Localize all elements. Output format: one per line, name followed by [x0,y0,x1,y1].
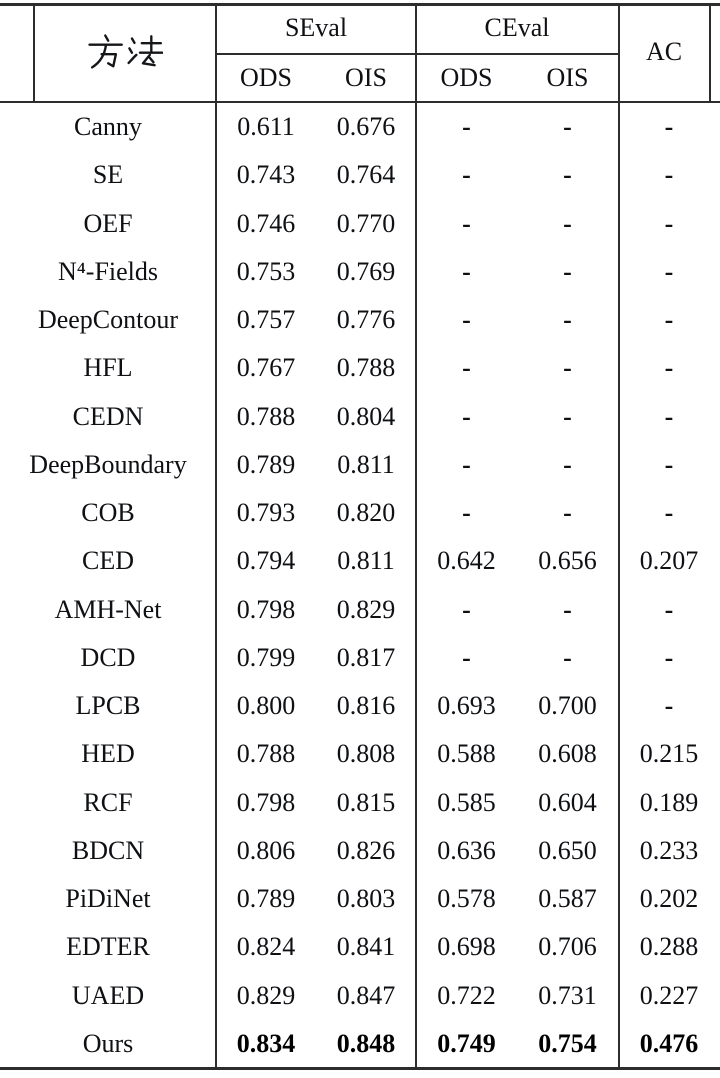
ceval-ois-cell: - [563,498,572,528]
ac-value-cell: - [664,449,674,479]
method-name-cell: UAED [71,980,145,1010]
seval-ois-cell: 0.841 [336,932,396,962]
ceval-ois-cell: 0.700 [538,691,597,721]
seval-ods-cell: 0.788 [236,401,296,431]
seval-ois-cell: 0.808 [336,739,396,769]
seval-ods-cell: 0.829 [236,980,296,1010]
seval-ods-cell: 0.794 [236,546,296,576]
seval-ois-header: OIS [345,63,387,92]
ceval-ois-cell: 0.706 [538,932,597,962]
method-name-cell: DeepContour [37,305,179,335]
ac-value-cell: - [664,594,674,624]
ceval-ods-cell: - [462,401,471,431]
seval-ois-cell: 0.769 [336,256,396,286]
seval-ois-cell: 0.826 [336,835,396,865]
ceval-ois-cell: - [563,642,572,672]
ceval-ois-cell: 0.754 [538,1028,597,1058]
seval-ods-cell: 0.743 [236,160,296,190]
seval-ois-cell: 0.811 [337,546,395,576]
ceval-ois-header: OIS [546,63,589,92]
ceval-ods-cell: - [462,208,471,238]
seval-ois-cell: 0.848 [336,1028,396,1058]
ac-value-cell: - [664,305,674,335]
ceval-ois-cell: - [563,353,572,383]
method-name-cell: CEDN [72,401,144,431]
seval-ois-cell: 0.804 [336,401,396,431]
method-name-cell: SE [92,160,124,190]
seval-ods-cell: 0.806 [236,835,296,865]
ceval-ois-cell: 0.587 [538,884,597,914]
method-name-cell: PiDiNet [65,884,151,914]
method-name-cell: HED [81,739,135,769]
ceval-ods-cell: 0.578 [437,884,496,914]
seval-ods-cell: 0.746 [236,208,296,238]
ac-value-cell: 0.189 [639,787,699,817]
ceval-ods-header: ODS [440,63,493,92]
ceval-ods-cell: - [462,594,471,624]
ceval-ods-cell: - [462,498,471,528]
ac-value-cell: 0.227 [639,980,699,1010]
seval-ods-cell: 0.834 [236,1028,296,1058]
ceval-ois-cell: - [563,401,572,431]
seval-ods-cell: 0.799 [236,642,296,672]
method-name-cell: Canny [74,112,142,142]
seval-ods-cell: 0.789 [236,884,296,914]
seval-ois-cell: 0.847 [336,980,396,1010]
method-name-cell: AMH-Net [54,594,162,624]
ac-value-cell: 0.233 [639,835,699,865]
ceval-ois-cell: 0.604 [538,787,597,817]
ceval-ois-cell: - [563,208,572,238]
method-name-cell: CED [82,546,134,576]
method-name-cell: DCD [80,642,136,672]
method-name-cell: OEF [83,208,133,238]
method-name-cell: RCF [83,787,133,817]
ceval-ods-cell: 0.722 [437,980,496,1010]
seval-ois-cell: 0.820 [336,498,396,528]
seval-ois-cell: 0.803 [336,884,396,914]
ceval-ois-cell: 0.608 [538,739,597,769]
ceval-ois-cell: 0.731 [538,980,597,1010]
ac-value-cell: - [664,691,674,721]
seval-ods-cell: 0.793 [236,498,296,528]
ceval-ods-cell: - [462,112,471,142]
method-column-header [33,3,216,101]
seval-ois-cell: 0.815 [336,787,396,817]
ceval-ois-cell: - [563,112,572,142]
seval-ods-cell: 0.789 [236,449,296,479]
ac-value-cell: - [664,256,674,286]
ceval-ois-cell: - [563,594,572,624]
ceval-ods-cell: - [462,160,471,190]
ac-value-cell: - [664,401,674,431]
method-name-cell: COB [81,498,135,528]
seval-ods-cell: 0.788 [236,739,296,769]
method-name-cell: EDTER [66,932,150,962]
ceval-ods-cell: - [462,256,471,286]
seval-ods-cell: 0.611 [237,112,295,142]
seval-ois-cell: 0.776 [336,305,396,335]
table-body [0,103,720,1068]
ac-value-cell: - [664,160,674,190]
ceval-ois-cell: - [563,256,572,286]
seval-ods-cell: 0.798 [236,594,296,624]
ceval-ods-cell: 0.585 [437,787,496,817]
ceval-ods-cell: 0.749 [437,1028,496,1058]
ceval-ods-cell: 0.588 [437,739,496,769]
seval-ois-cell: 0.829 [336,594,396,624]
method-name-cell: HFL [83,353,133,383]
ceval-ois-cell: 0.650 [538,835,597,865]
seval-ods-cell: 0.757 [236,305,296,335]
ceval-group-header: CEval [484,13,550,42]
ceval-ois-cell: - [563,160,572,190]
ac-value-cell: 0.202 [639,884,699,914]
seval-ois-cell: 0.788 [336,353,396,383]
method-name-cell: Ours [82,1028,134,1058]
seval-ois-cell: 0.764 [336,160,396,190]
seval-ods-cell: 0.767 [236,353,296,383]
method-header-cjk-drawing [87,33,163,71]
ac-value-cell: 0.288 [639,932,699,962]
ceval-ods-cell: 0.693 [437,691,496,721]
ceval-ods-cell: - [462,642,471,672]
ceval-ois-cell: 0.656 [538,546,597,576]
ac-value-cell: 0.476 [639,1028,699,1058]
seval-ods-cell: 0.800 [236,691,296,721]
ceval-ods-cell: 0.636 [437,835,496,865]
seval-ois-cell: 0.770 [336,208,396,238]
ceval-ods-cell: 0.642 [437,546,496,576]
ac-column-header: AC [645,37,683,66]
seval-ods-header: ODS [239,63,292,92]
seval-ois-cell: 0.817 [336,642,396,672]
ac-value-cell: - [664,208,674,238]
ac-value-cell: - [664,498,674,528]
ceval-ois-cell: - [563,305,572,335]
ceval-ods-cell: - [462,305,471,335]
ac-value-cell: 0.215 [639,739,699,769]
ac-value-cell: - [664,112,674,142]
ac-value-cell: 0.207 [639,546,699,576]
seval-ois-cell: 0.676 [336,112,396,142]
seval-ods-cell: 0.824 [236,932,296,962]
ceval-ois-cell: - [563,449,572,479]
method-name-cell: BDCN [71,835,145,865]
seval-ods-cell: 0.798 [236,787,296,817]
seval-ods-cell: 0.753 [236,256,296,286]
ceval-ods-cell: 0.698 [437,932,496,962]
seval-ois-cell: 0.816 [336,691,396,721]
seval-group-header: SEval [284,13,348,42]
method-name-cell: DeepBoundary [29,449,187,479]
method-name-cell: LPCB [75,691,141,721]
seval-ois-cell: 0.811 [337,449,395,479]
ac-value-cell: - [664,353,674,383]
ac-value-cell: - [664,642,674,672]
ceval-ods-cell: - [462,449,471,479]
ceval-ods-cell: - [462,353,471,383]
method-name-cell: N⁴-Fields [57,256,159,286]
